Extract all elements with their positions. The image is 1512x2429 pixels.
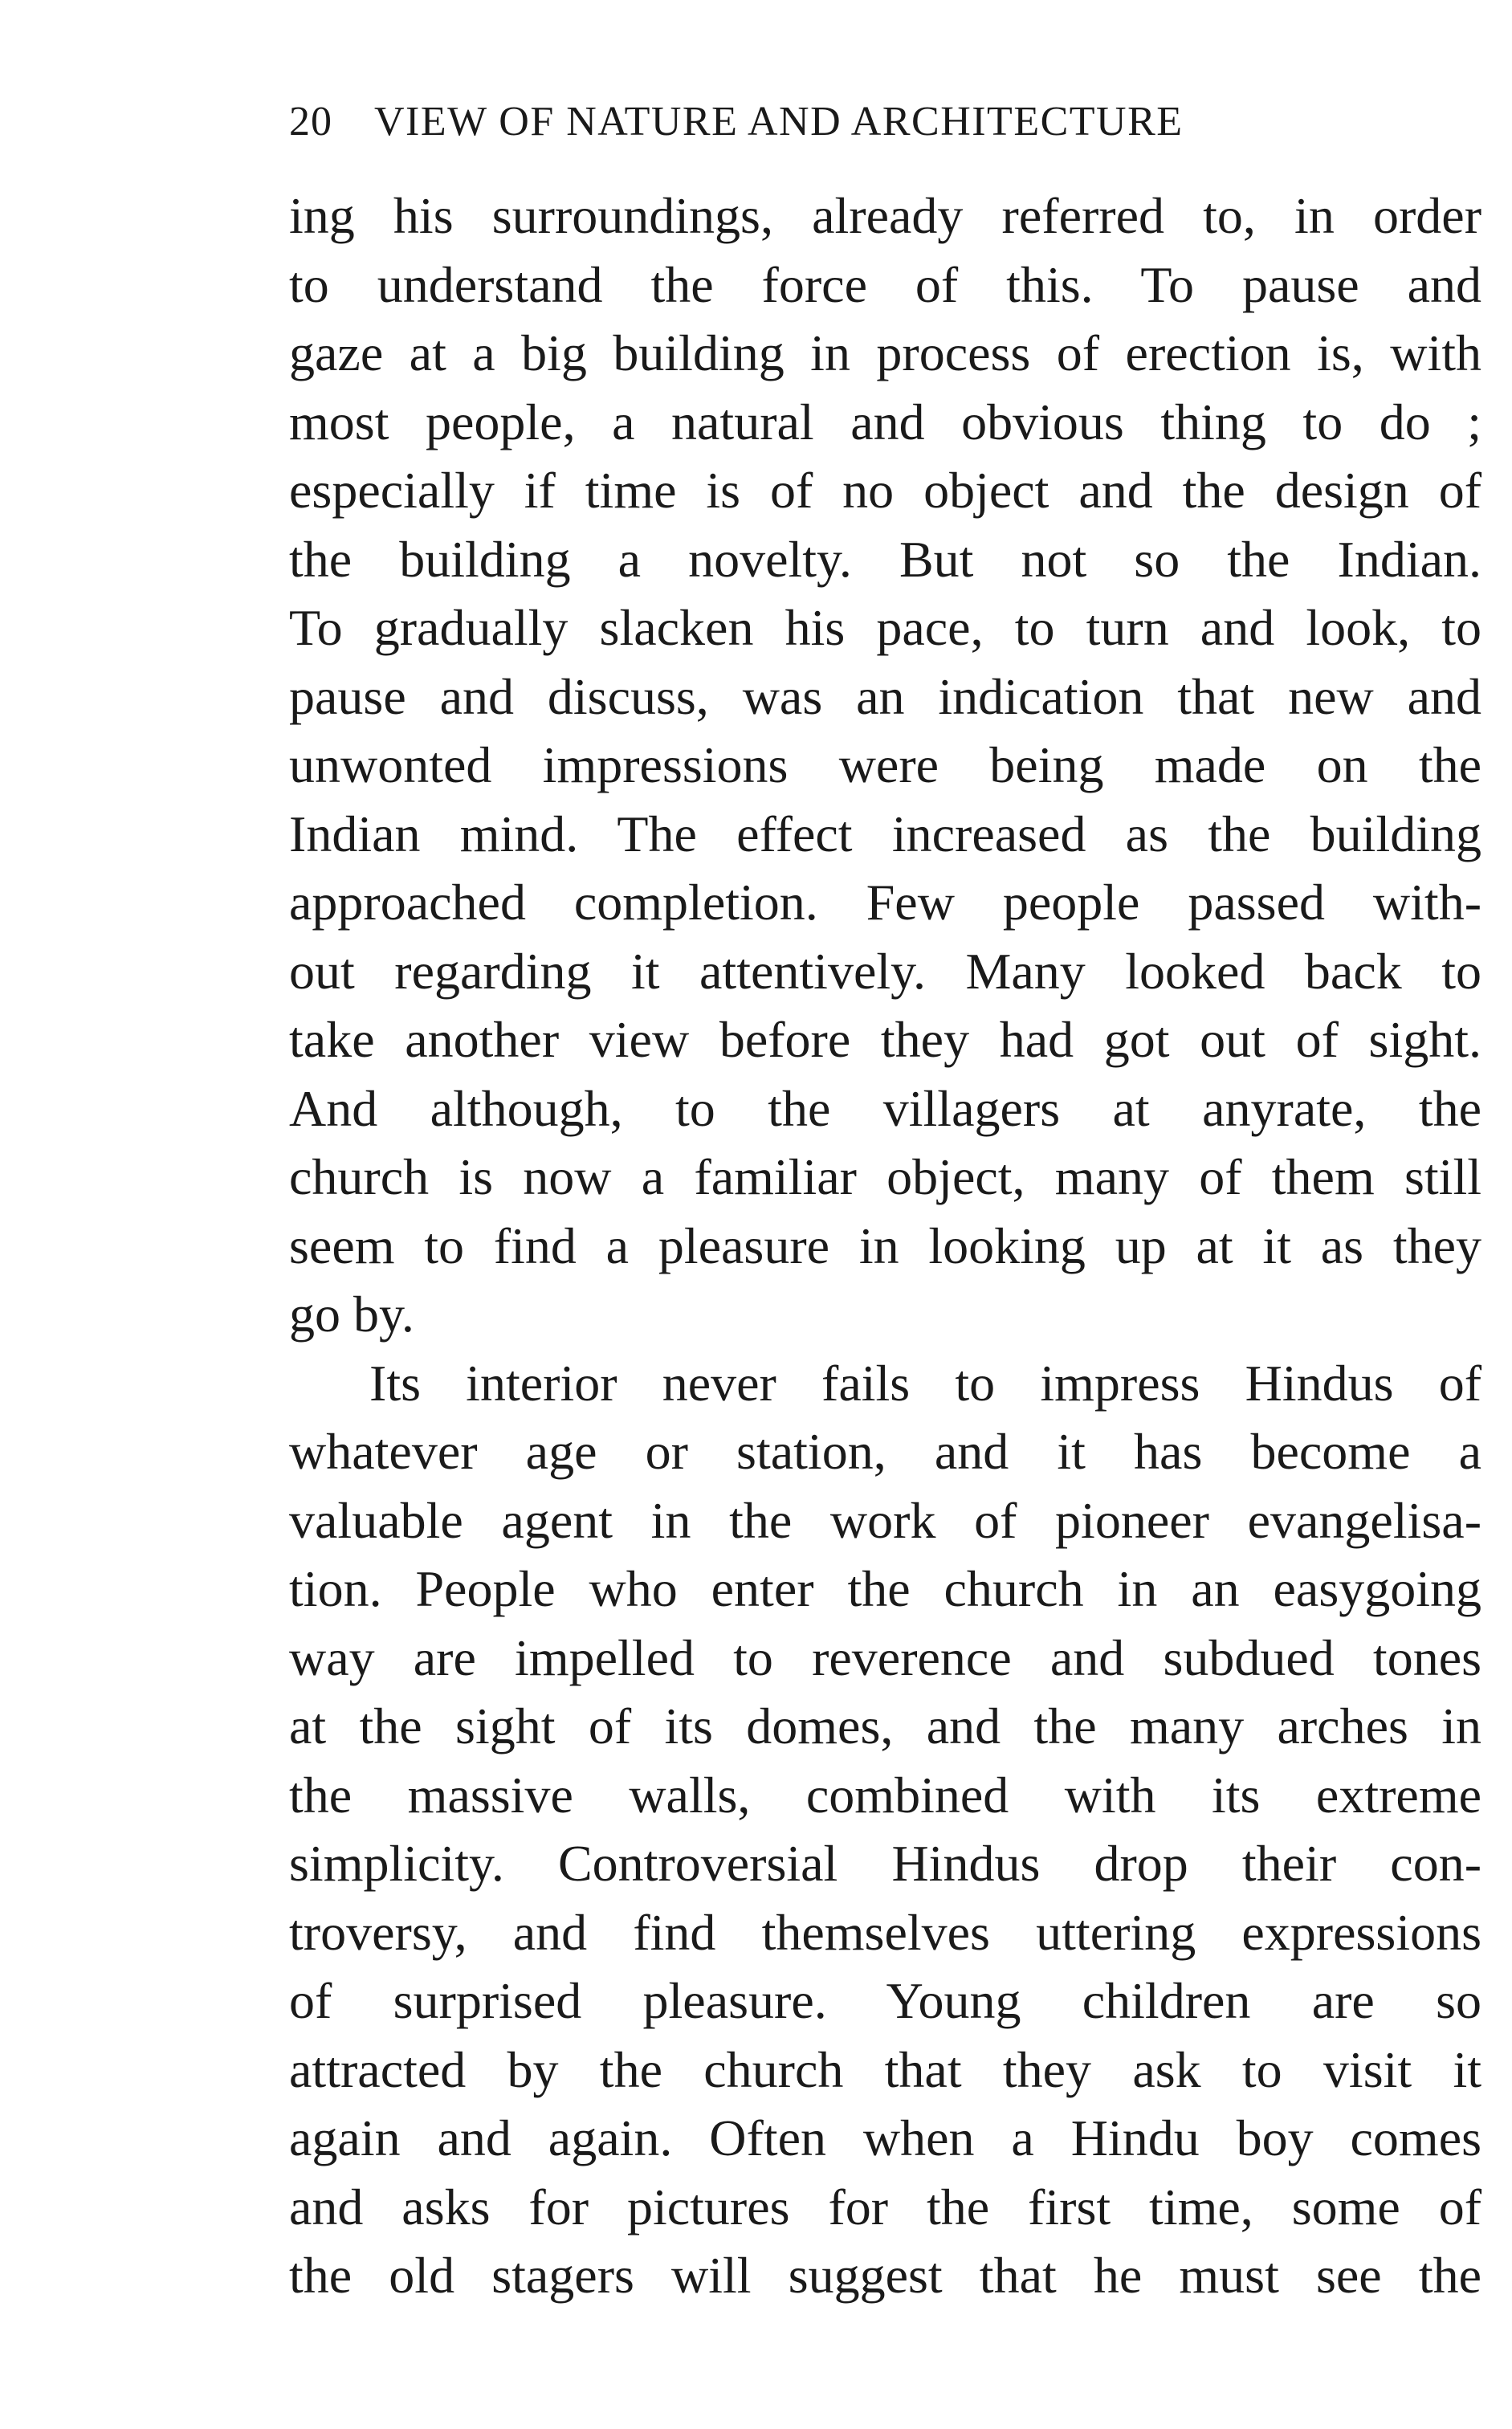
text-line: and asks for pictures for the first time, some of bbox=[289, 2178, 1481, 2235]
text-line: And although, to the villagers at anyrate, the bbox=[289, 1079, 1481, 1137]
running-head bbox=[289, 90, 1381, 154]
text-line: pause and discuss, was an indication that new and bbox=[289, 667, 1481, 725]
text-line: at the sight of its domes, and the many arches in bbox=[289, 1697, 1481, 1755]
running-title: VIEW OF NATURE AND ARCHITECTURE bbox=[374, 99, 1184, 145]
text-line: church is now a familiar object, many of them still bbox=[289, 1148, 1481, 1205]
text-line: the old stagers will suggest that he must see the bbox=[289, 2247, 1481, 2304]
body-text bbox=[289, 181, 1481, 2310]
text-line: tion. People who enter the church in an easygoing bbox=[289, 1560, 1481, 1617]
text-line: go by. bbox=[289, 1286, 414, 1343]
page-number: 20 bbox=[289, 99, 332, 145]
text-line: out regarding it attentively. Many looked back to bbox=[289, 942, 1481, 1000]
text-line: valuable agent in the work of pioneer evangelisa- bbox=[289, 1491, 1481, 1549]
text-line: attracted by the church that they ask to visit it bbox=[289, 2040, 1481, 2098]
text-line: seem to find a pleasure in looking up at it as they bbox=[289, 1217, 1481, 1274]
text-line: troversy, and find themselves uttering expressions bbox=[289, 1903, 1481, 1961]
text-line: to understand the force of this. To pause and bbox=[289, 255, 1481, 313]
text-line: take another view before they had got out of sight. bbox=[289, 1011, 1481, 1068]
text-line: To gradually slacken his pace, to turn and look, to bbox=[289, 599, 1481, 656]
text-line: gaze at a big building in process of erection is, with bbox=[289, 324, 1481, 381]
text-line: of surprised pleasure. Young children are so bbox=[289, 1972, 1481, 2029]
paragraph-start-line: Its interior never fails to impress Hindus of bbox=[369, 1354, 1481, 1412]
text-line: especially if time is of no object and the design of bbox=[289, 462, 1481, 519]
text-line: simplicity. Controversial Hindus drop their con- bbox=[289, 1835, 1481, 1892]
text-line: unwonted impressions were being made on the bbox=[289, 736, 1481, 793]
text-line: way are impelled to reverence and subdued tones bbox=[289, 1628, 1481, 1686]
text-line: Indian mind. The effect increased as the building bbox=[289, 805, 1481, 862]
text-line: again and again. Often when a Hindu boy comes bbox=[289, 2109, 1481, 2166]
text-line: approached completion. Few people passed with- bbox=[289, 874, 1481, 931]
text-line: the massive walls, combined with its extreme bbox=[289, 1766, 1481, 1824]
text-line: the building a novelty. But not so the Indian. bbox=[289, 530, 1481, 588]
text-line: most people, a natural and obvious thing to do ; bbox=[289, 393, 1481, 450]
text-line: whatever age or station, and it has become a bbox=[289, 1423, 1481, 1480]
text-line: ing his surroundings, already referred to, in order bbox=[289, 187, 1481, 244]
